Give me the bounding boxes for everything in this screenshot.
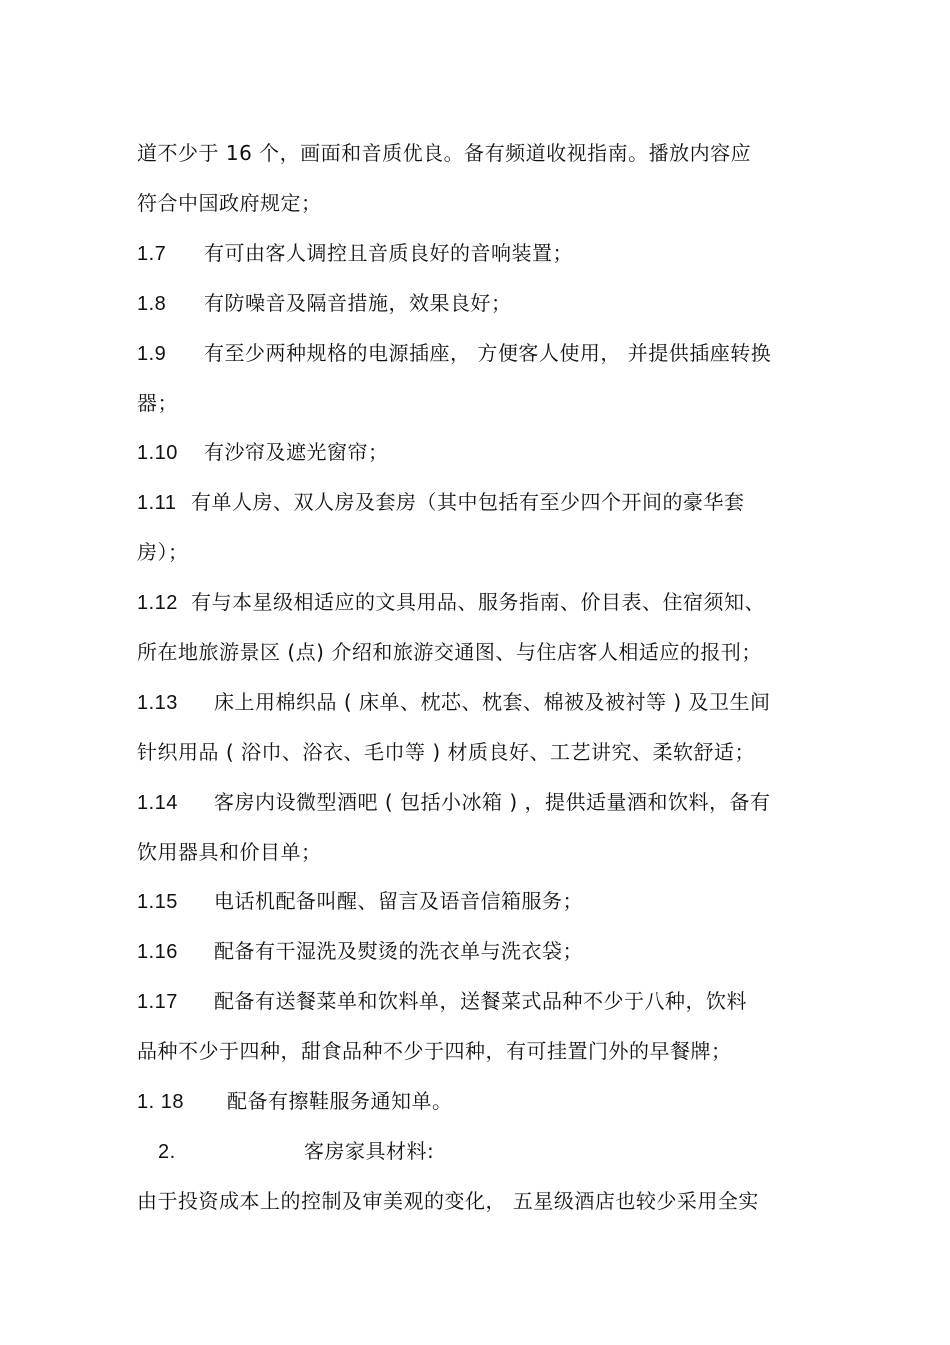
item-number: 1.13 [137,692,178,714]
item-number: 1. 18 [137,1091,184,1113]
item-number: 1.8 [137,293,167,315]
line-text: 由于投资成本上的控制及审美观的变化， 五星级酒店也较少采用全实 [137,1189,759,1213]
list-item [137,439,389,466]
list-item [137,938,583,965]
item-number: 1.7 [137,243,167,265]
list-item [137,789,771,816]
text-line [137,1188,759,1214]
text-line [137,190,322,216]
line-text: 道不少于 16 个，画面和音质优良。备有频道收视指南。播放内容应 [137,141,752,165]
text-line [137,839,322,865]
item-text: 有至少两种规格的电源插座， 方便客人使用， 并提供插座转换 [204,341,772,365]
list-item [137,240,573,267]
list-item [137,589,765,616]
item-text: 有可由客人调控且音质良好的音响装置； [204,241,573,265]
item-number: 1.10 [137,442,178,464]
list-item [137,1088,453,1115]
line-text: 符合中国政府规定； [137,191,322,215]
item-number: 1.12 [137,592,178,614]
line-text: 饮用器具和价目单； [137,840,322,864]
list-item [137,290,512,317]
text-line [137,140,751,166]
list-item [137,888,583,915]
item-number: 1.9 [137,343,167,365]
item-number: 1.17 [137,991,178,1013]
section-title: 客房家具材料: [304,1139,435,1163]
line-text: 所在地旅游景区 (点) 介绍和旅游交通图、与住店客人相适应的报刊； [137,640,762,664]
item-text: 客房内设微型酒吧 ( 包括小冰箱 ) ，提供适量酒和饮料，备有 [214,790,771,814]
text-line [137,539,189,565]
item-text: 配备有干湿洗及熨烫的洗衣单与洗衣袋； [214,939,583,963]
item-text: 床上用棉织品 ( 床单、枕芯、枕套、棉被及被衬等 ) 及卫生间 [214,690,771,714]
list-item [137,489,745,516]
section-number: 2. [158,1141,176,1163]
list-item [137,689,771,716]
item-number: 1.15 [137,891,178,913]
item-text: 有与本星级相适应的文具用品、服务指南、价目表、住宿须知、 [191,590,765,614]
text-line [137,1038,732,1064]
item-text: 有沙帘及遮光窗帘； [204,440,389,464]
text-line [137,639,762,665]
line-text: 器； [137,391,178,415]
item-text: 电话机配备叫醒、留言及语音信箱服务； [214,889,583,913]
list-item [137,340,771,367]
item-text: 配备有送餐菜单和饮料单，送餐菜式品种不少于八种，饮料 [214,989,747,1013]
item-number: 1.11 [137,492,177,514]
section-heading [158,1138,434,1165]
text-line [137,390,178,416]
line-text: 房）； [137,540,189,564]
list-item [137,988,747,1015]
item-text: 有单人房、双人房及套房（其中包括有至少四个开间的豪华套 [191,490,745,514]
item-text: 有防噪音及隔音措施，效果良好； [204,291,512,315]
item-number: 1.16 [137,941,178,963]
item-text: 配备有擦鞋服务通知单。 [227,1089,453,1113]
item-number: 1.14 [137,792,178,814]
line-text: 品种不少于四种，甜食品种不少于四种，有可挂置门外的早餐牌； [137,1039,732,1063]
line-text: 针织用品 ( 浴巾、浴衣、毛巾等 ) 材质良好、工艺讲究、柔软舒适； [137,740,756,764]
text-line [137,739,755,765]
